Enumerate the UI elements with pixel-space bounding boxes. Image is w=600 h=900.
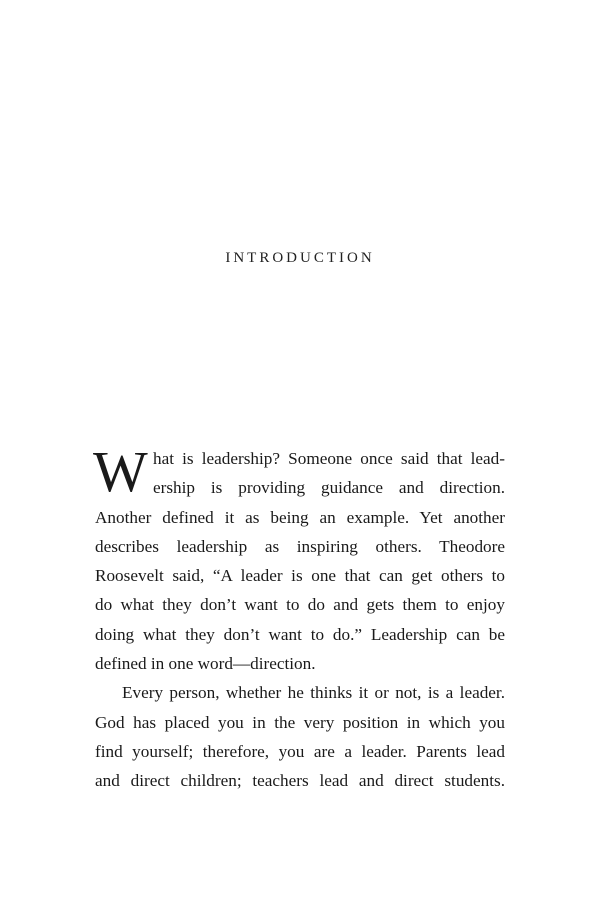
paragraph-line: describes leadership as inspiring others. Theodore bbox=[95, 536, 505, 556]
paragraph-line: ership is providing guidance and direction. bbox=[153, 478, 505, 498]
body-text bbox=[93, 439, 505, 796]
paragraph-line: God has placed you in the very position in which you bbox=[95, 712, 505, 732]
chapter-title: INTRODUCTION bbox=[225, 250, 375, 266]
paragraph-1 bbox=[93, 439, 505, 678]
drop-cap: W bbox=[93, 439, 148, 504]
paragraph-line: do what they don’t want to do and gets them to enjoy bbox=[95, 595, 505, 615]
paragraph-line: Another defined it as being an example. Yet another bbox=[95, 507, 505, 527]
paragraph-line: Every person, whether he thinks it or not, is a leader. bbox=[122, 683, 505, 703]
paragraph-line: hat is leadership? Someone once said that lead- bbox=[153, 449, 505, 468]
paragraph-2 bbox=[95, 678, 505, 795]
paragraph-line: Roosevelt said, “A leader is one that can get others to bbox=[95, 566, 505, 586]
paragraph-line: defined in one word—direction. bbox=[95, 654, 316, 674]
paragraph-line: doing what they don’t want to do.” Leadership can be bbox=[95, 624, 505, 644]
paragraph-line: find yourself; therefore, you are a leader. Parents lead bbox=[95, 741, 505, 761]
paragraph-line: and direct children; teachers lead and direct students. bbox=[95, 771, 505, 791]
